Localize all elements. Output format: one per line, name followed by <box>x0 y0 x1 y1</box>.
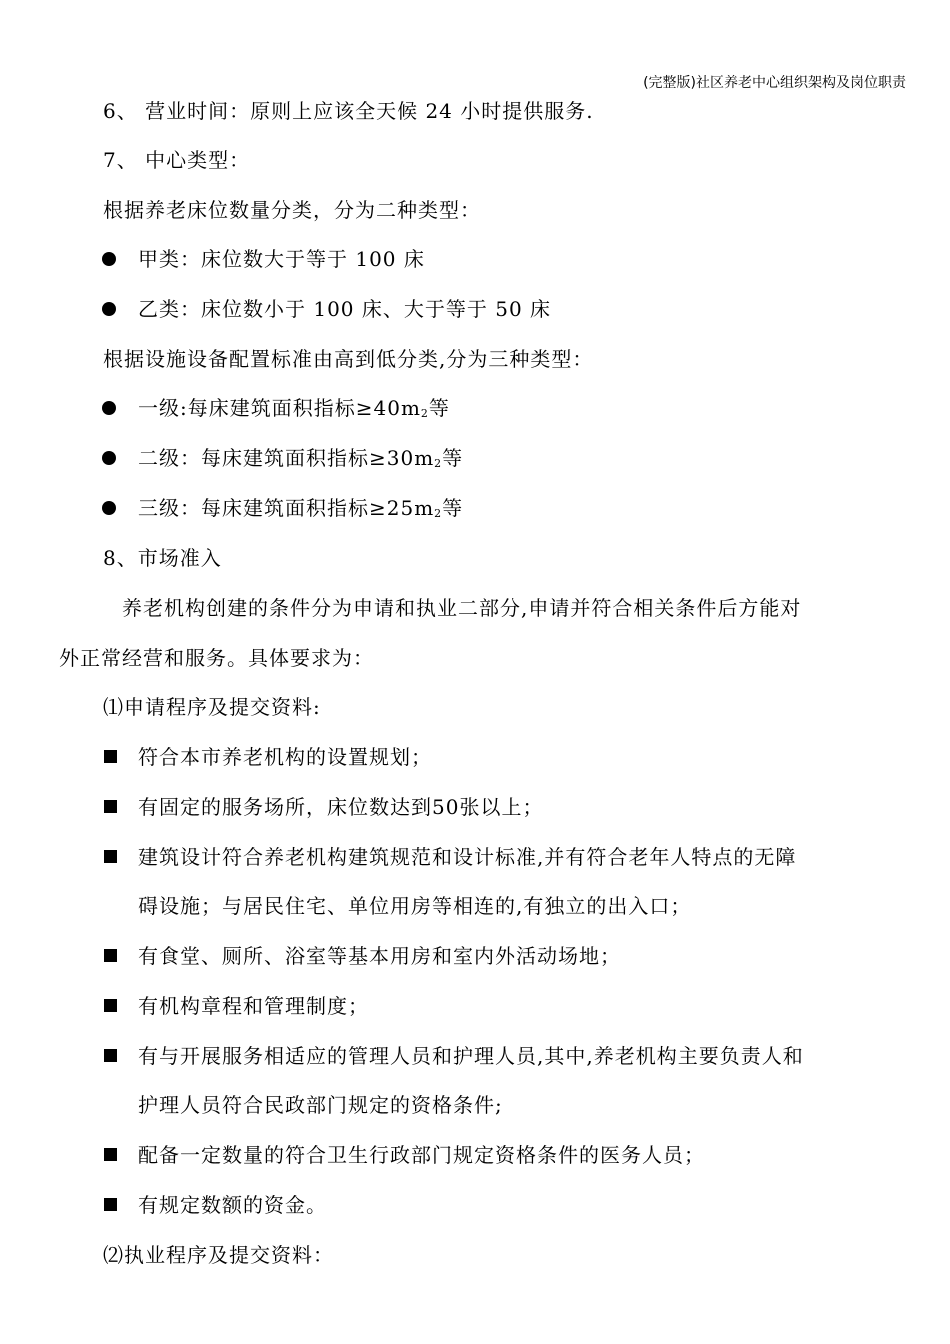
square-bullet-icon <box>104 750 117 763</box>
square-bullet-icon <box>104 999 117 1012</box>
square-bullet-icon <box>104 800 117 813</box>
square-bullet-icon <box>104 1049 117 1062</box>
list-item: 二级：每床建筑面积指标$\ge 30m^2$等 <box>138 446 464 470</box>
page-header: (完整版)社区养老中心组织架构及岗位职责 <box>643 75 906 91</box>
section-6-business-hours: 6、 营业时间：原则上应该全天候 24 小时提供服务. <box>103 99 594 123</box>
list-item: 建筑设计符合养老机构建筑规范和设计标准,并有符合老年人特点的无障 <box>138 845 797 869</box>
bullet-icon <box>102 501 116 515</box>
list-item: 符合本市养老机构的设置规划； <box>138 745 432 769</box>
bed-classification-intro: 根据养老床位数量分类，分为二种类型： <box>103 198 481 222</box>
bullet-icon <box>102 302 116 316</box>
list-item: 三级：每床建筑面积指标$\ge 25m^2$等 <box>138 496 464 520</box>
bullet-icon <box>102 451 116 465</box>
bullet-icon <box>102 401 116 415</box>
list-item-continuation: 护理人员符合民政部门规定的资格条件; <box>138 1093 503 1117</box>
list-item: 乙类：床位数小于 100 床、大于等于 50 床 <box>138 297 552 321</box>
list-item: 有食堂、厕所、浴室等基本用房和室内外活动场地； <box>138 944 621 968</box>
list-item: 甲类：床位数大于等于 100 床 <box>138 247 425 271</box>
paragraph-line: 养老机构创建的条件分为申请和执业二部分,申请并符合相关条件后方能对 <box>122 596 802 620</box>
square-bullet-icon <box>104 1198 117 1211</box>
bullet-icon <box>102 252 116 266</box>
square-bullet-icon <box>104 850 117 863</box>
list-item: 配备一定数量的符合卫生行政部门规定资格条件的医务人员； <box>138 1143 705 1167</box>
list-item: 有与开展服务相适应的管理人员和护理人员,其中,养老机构主要负责人和 <box>138 1044 804 1068</box>
list-item: 有机构章程和管理制度； <box>138 994 369 1018</box>
facility-classification-intro: 根据设施设备配置标准由高到低分类,分为三种类型： <box>103 347 594 371</box>
subsection-2-title: ⑵执业程序及提交资料： <box>103 1243 334 1267</box>
section-7-title: 7、 中心类型： <box>103 148 251 172</box>
subsection-1-title: ⑴申请程序及提交资料: <box>103 695 321 719</box>
list-item-continuation: 碍设施；与居民住宅、单位用房等相连的,有独立的出入口； <box>138 894 692 918</box>
square-bullet-icon <box>104 1148 117 1161</box>
section-8-title: 8、市场准入 <box>103 546 222 570</box>
paragraph-line: 外正常经营和服务。具体要求为： <box>59 646 374 670</box>
list-item: 一级:每床建筑面积指标$\ge 40m^2$等 <box>138 396 450 420</box>
list-item: 有固定的服务场所，床位数达到50张以上； <box>138 795 544 819</box>
square-bullet-icon <box>104 949 117 962</box>
list-item: 有规定数额的资金。 <box>138 1193 327 1217</box>
